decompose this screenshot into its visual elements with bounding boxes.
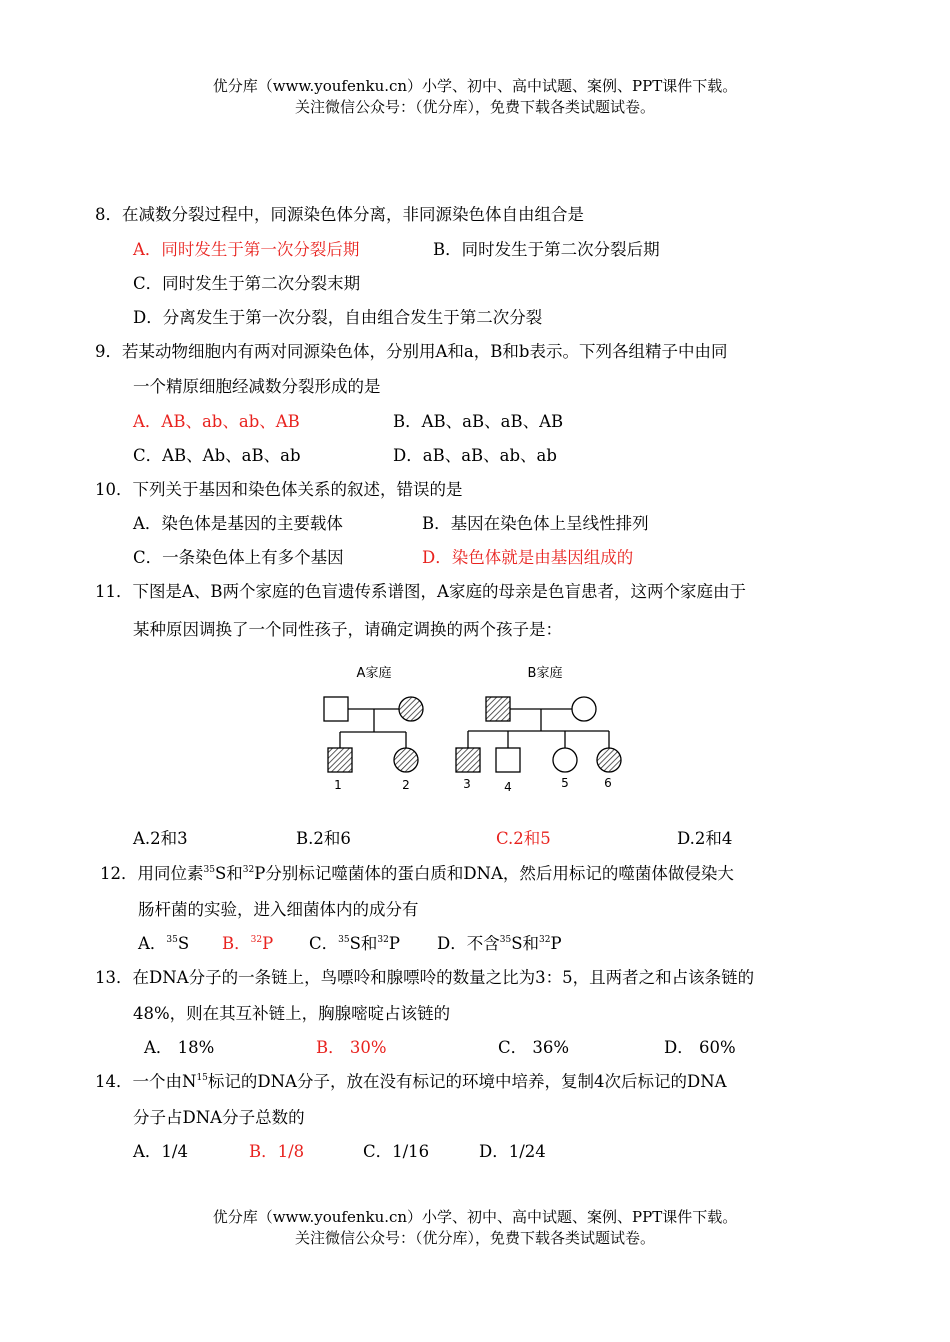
q12-stem (100, 862, 734, 886)
q8-stem (95, 203, 584, 227)
q14-option-d: D．1/24 (479, 1142, 546, 1161)
footer-line-2: 关注微信公众号：（优分库），免费下载各类试题试卷。 (294, 1229, 655, 1247)
q13-stem (95, 966, 754, 990)
q9-option-a: A．AB、ab、ab、AB (133, 412, 300, 431)
q8-option-c: C．同时发生于第二次分裂末期 (133, 274, 361, 293)
q12-b-sup: 32 (250, 935, 263, 945)
q14-sup-15: 15 (196, 1073, 208, 1083)
q9-option-b: B．AB、aB、aB、AB (393, 412, 564, 431)
family-a-father (324, 697, 348, 721)
q12-c-post: P (388, 934, 400, 953)
q11-option-a: A.2和3 (133, 829, 188, 848)
q12-option-d (437, 932, 562, 956)
q12-number: 12． (100, 864, 138, 883)
label-2: 2 (402, 778, 410, 792)
q12-d-sup2: 32 (539, 935, 551, 945)
q14-text-2: 分子占DNA分子总数的 (133, 1108, 305, 1127)
q11-text-2: 某种原因调换了一个同性孩子，请确定调换的两个孩子是： (133, 620, 562, 639)
q11-stem (95, 580, 746, 604)
header-line-1: 优分库（www.youfenku.cn）小学、初中、高中试题、案例、PPT课件下载。 (212, 77, 738, 95)
q10-text: 下列关于基因和染色体关系的叙述，错误的是 (132, 480, 463, 499)
q12-c-mid: S和 (349, 934, 378, 953)
q8-number: 8． (95, 205, 122, 224)
q12-d-mid: S和 (511, 934, 539, 953)
family-b-father-affected (486, 697, 510, 721)
q10-option-d: D．染色体就是由基因组成的 (422, 548, 634, 567)
q10-number: 10． (95, 480, 133, 499)
q12-d-sup1: 35 (499, 935, 512, 945)
q12-c-sup1: 35 (338, 935, 350, 945)
q12-sup-35: 35 (203, 865, 215, 875)
family-a-mother-affected (399, 697, 423, 721)
q12-d-post: P (550, 934, 562, 953)
family-b-child-6-affected-female (597, 748, 621, 772)
q9-stem (95, 340, 727, 364)
q12-a-pre: A． (138, 934, 167, 953)
label-4: 4 (504, 780, 512, 794)
label-3: 3 (463, 777, 471, 791)
q13-option-b: B． 30% (316, 1038, 387, 1057)
q12-option-a (138, 932, 189, 956)
q8-option-b: B．同时发生于第二次分裂后期 (433, 240, 660, 259)
label-6: 6 (604, 776, 612, 790)
q11-text-1: 下图是A、B两个家庭的色盲遗传系谱图，A家庭的母亲是色盲患者，这两个家庭由于 (132, 582, 746, 601)
q14-number: 14． (95, 1072, 133, 1091)
q11-option-b: B.2和6 (296, 829, 351, 848)
q12-text-a: 用同位素 (137, 864, 204, 883)
q12-option-c (309, 932, 400, 956)
footer-line-1: 优分库（www.youfenku.cn）小学、初中、高中试题、案例、PPT课件下载。 (212, 1208, 738, 1226)
q9-option-d: D．aB、aB、ab、ab (393, 446, 557, 465)
q9-text-1: 若某动物细胞内有两对同源染色体，分别用A和a，B和b表示。下列各组精子中由同 (122, 342, 728, 361)
header-line-2: 关注微信公众号：（优分库），免费下载各类试题试卷。 (294, 98, 655, 116)
family-b-label: B家庭 (527, 666, 563, 681)
family-b-mother (572, 697, 596, 721)
q13-option-a: A． 18% (144, 1038, 215, 1057)
q14-option-c: C．1/16 (363, 1142, 430, 1161)
label-1: 1 (334, 778, 342, 792)
q13-option-c: C． 36% (498, 1038, 570, 1057)
q13-number: 13． (95, 968, 133, 987)
label-5: 5 (561, 776, 569, 790)
family-b-child-3-affected-male (456, 748, 480, 772)
q12-c-sup2: 32 (377, 935, 389, 945)
q11-option-d: D.2和4 (677, 829, 733, 848)
family-a-child-2-affected-female (394, 748, 418, 772)
q10-option-c: C．一条染色体上有多个基因 (133, 548, 344, 567)
q8-text: 在减数分裂过程中，同源染色体分离，非同源染色体自由组合是 (122, 205, 584, 224)
q12-b-pre: B． (222, 934, 251, 953)
q9-text-2: 一个精原细胞经减数分裂形成的是 (133, 377, 381, 396)
page-footer (0, 1207, 950, 1249)
q12-text-2: 肠杆菌的实验，进入细菌体内的成分有 (138, 900, 419, 919)
q10-option-a: A．染色体是基因的主要载体 (133, 514, 343, 533)
q13-option-d: D． 60% (664, 1038, 736, 1057)
q12-a-post: S (177, 934, 190, 953)
q12-text-c: P分别标记噬菌体的蛋白质和DNA，然后用标记的噬菌体做侵染大 (254, 864, 734, 883)
q10-option-b: B．基因在染色体上呈线性排列 (422, 514, 649, 533)
q14-text-b: 标记的DNA分子，放在没有标记的环境中培养，复制4次后标记的DNA (207, 1072, 727, 1091)
family-b-child-5-female (553, 748, 577, 772)
family-b-child-4-male (496, 748, 520, 772)
q13-text-1: 在DNA分子的一条链上，鸟嘌呤和腺嘌呤的数量之比为3：5，且两者之和占该条链的 (132, 968, 755, 987)
q9-number: 9． (95, 342, 122, 361)
q12-a-sup: 35 (166, 935, 178, 945)
q14-stem (95, 1070, 727, 1094)
q11-number: 11． (95, 582, 133, 601)
q12-d-pre: D．不含 (437, 934, 500, 953)
q8-option-d: D．分离发生于第一次分裂，自由组合发生于第二次分裂 (133, 308, 543, 327)
page-header (0, 76, 950, 118)
pedigree-figure (312, 655, 632, 795)
q9-option-c: C．AB、Ab、aB、ab (133, 446, 301, 465)
q13-text-2: 48%，则在其互补链上，胸腺嘧啶占该链的 (133, 1004, 451, 1023)
q12-sup-32: 32 (242, 865, 255, 875)
q14-option-b: B．1/8 (249, 1142, 305, 1161)
q12-option-b (222, 932, 273, 956)
q12-b-post: P (262, 934, 274, 953)
q11-option-c: C.2和5 (496, 829, 551, 848)
q14-text-a: 一个由N (132, 1072, 197, 1091)
q12-c-pre: C． (309, 934, 339, 953)
family-a-label: A家庭 (356, 666, 392, 681)
q12-text-b: S和 (214, 864, 243, 883)
q8-option-a: A．同时发生于第一次分裂后期 (133, 240, 360, 259)
q14-option-a: A．1/4 (133, 1142, 188, 1161)
family-a-child-1-affected-male (328, 748, 352, 772)
q10-stem (95, 478, 463, 502)
